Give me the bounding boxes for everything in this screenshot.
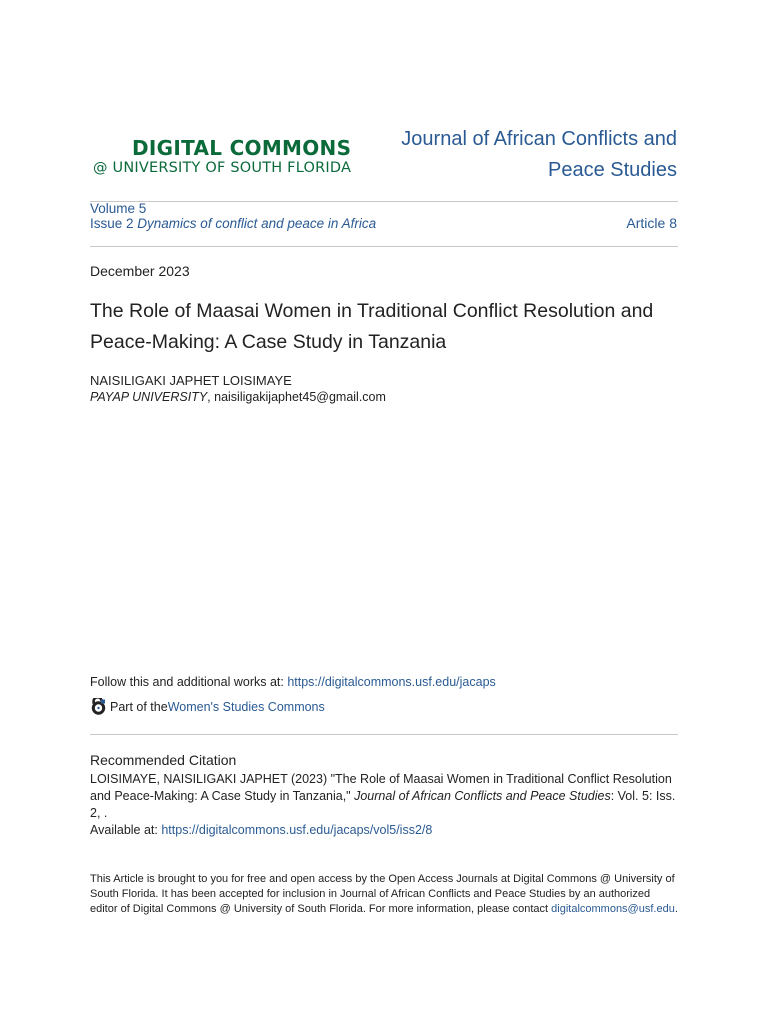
citation-main: LOISIMAYE, NAISILIGAKI JAPHET (2023) "The Role of Maasai Women in Traditional Conflict Resolution and Peace-Making: A Case Study in Tanzania,": [90, 772, 672, 803]
part-of-line: [90, 698, 325, 715]
journal-title-link[interactable]: Journal of African Conflicts and Peace Studies: [401, 128, 677, 181]
author-affiliation: [90, 390, 386, 404]
citation-volume: : Vol. 5: Iss. 2, .: [90, 789, 676, 820]
divider-citation: [90, 734, 678, 735]
available-url-link[interactable]: https://digitalcommons.usf.edu/jacaps/vol5/iss2/8: [161, 823, 433, 837]
open-access-icon: [90, 698, 107, 715]
author-email: , naisiligakijaphet45@gmail.com: [207, 390, 386, 404]
issue-line[interactable]: [90, 217, 390, 232]
available-at-line: [90, 823, 432, 837]
divider-issue: [90, 246, 678, 247]
article-title: The Role of Maasai Women in Traditional Conflict Resolution and Peace-Making: A Case Study in Tanzania: [90, 300, 654, 353]
logo-subtitle: @ UNIVERSITY OF SOUTH FLORIDA: [93, 160, 352, 176]
footer-text: This Article is brought to you for free and open access by the Open Access Journals at Digital Commons @ University of South Florida. It has been accepted for inclusion in Journal of African Conflicts and Peace Studies by an authorized editor of Digital Commons @ University of South Florida. For more information, please contact: [90, 873, 675, 915]
citation-text: [90, 771, 680, 822]
citation-journal: Journal of African Conflicts and Peace Studies: [354, 789, 611, 803]
volume-link[interactable]: Volume 5: [90, 201, 147, 216]
commons-link[interactable]: Women's Studies Commons: [167, 699, 325, 714]
citation-heading: Recommended Citation: [90, 752, 237, 768]
contact-email-link[interactable]: digitalcommons@usf.edu: [551, 903, 675, 915]
author-name: NAISILIGAKI JAPHET LOISIMAYE: [90, 373, 292, 388]
publication-date: December 2023: [90, 263, 190, 279]
volume-issue-info: [90, 202, 390, 231]
issue-title-link[interactable]: Dynamics of conflict and peace in Africa: [137, 215, 377, 231]
logo-title: DIGITAL COMMONS: [132, 136, 352, 160]
footer-end: .: [674, 903, 678, 915]
part-of-label: Part of the: [110, 699, 168, 714]
follow-url-link[interactable]: https://digitalcommons.usf.edu/jacaps: [287, 675, 496, 689]
follow-line: [90, 675, 496, 689]
footer-notice: [90, 872, 680, 917]
affiliation-name: PAYAP UNIVERSITY: [90, 390, 208, 404]
follow-label: Follow this and additional works at:: [90, 675, 288, 689]
issue-link[interactable]: Issue 2: [90, 215, 134, 231]
article-number-link[interactable]: Article 8: [626, 215, 677, 231]
available-label: Available at:: [90, 823, 162, 837]
